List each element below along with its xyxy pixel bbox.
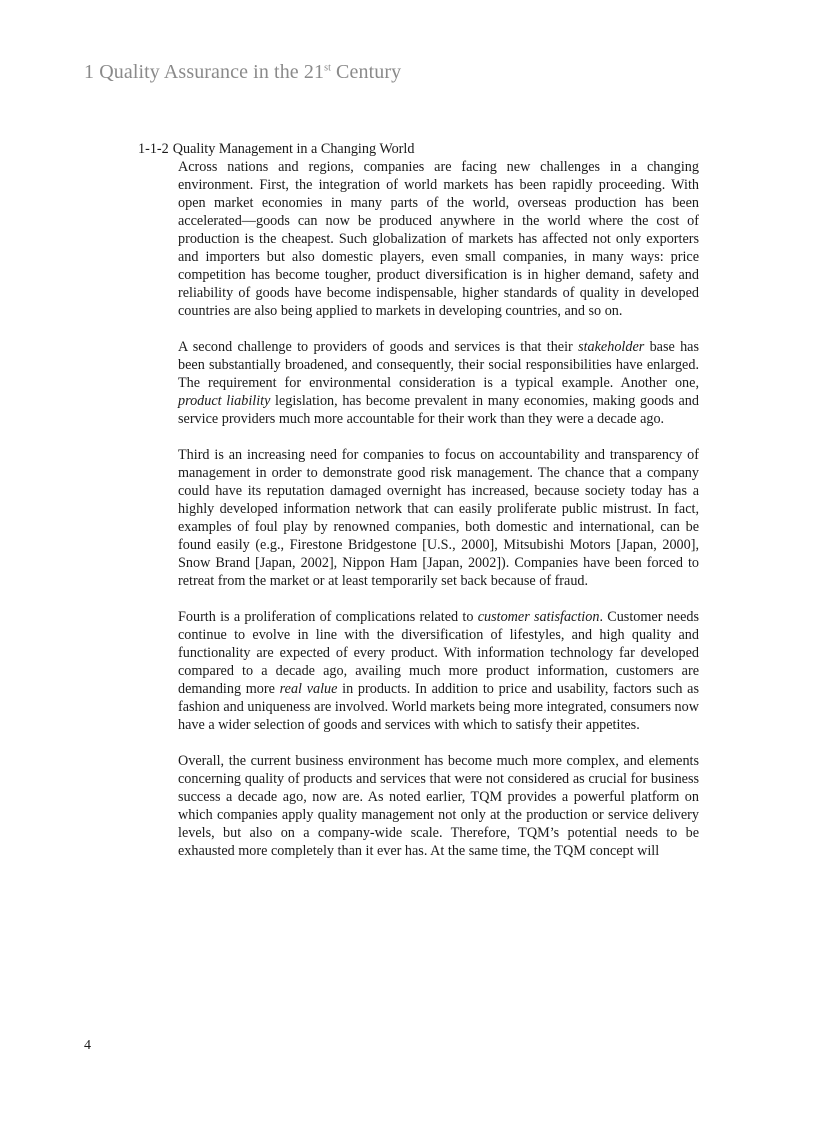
paragraph-text: . Customer needs continue to evolve in line with the diversification of lifestyles, and high quality and functionality are expected of every product. With information technology far developed compared to a decade ago, availing much more product information, customers are demanding more bbox=[178, 609, 700, 697]
paragraph-accountability: Third is an increasing need for companies to focus on accountability and transparency of management in order to demonstrate good risk management. The chance that a company could have its reputation damaged overnight has increased, because society today has a highly developed information network that can easily proliferate public mistrust. In fact, examples of foul play by renowned companies, both domestic and international, can be found easily (e.g., Firestone Bridgestone [U.S., 2000], Mitsubishi Motors [Japan, 2000], Snow Brand [Japan, 2002], Nippon Ham [Japan, 2002]). Companies have been forced to retreat from the market or at least temporarily set back because of fraud. bbox=[178, 447, 699, 589]
chapter-header-ordinal: st bbox=[324, 62, 331, 74]
emphasis-customer-satisfaction: customer satisfaction bbox=[477, 609, 600, 625]
paragraph-text: A second challenge to providers of goods and services is that their bbox=[178, 339, 579, 355]
paragraph-globalization: Across nations and regions, companies are facing new challenges in a changing environment. First, the integration of world markets has been rapidly proceeding. With open market economies in many parts of the world, overseas production has been accelerated—goods can now be produced anywhere in the world where the cost of production is the cheapest. Such globalization of markets has affected not only exporters and importers but also domestic players, even small companies, in many ways: price competition has become tougher, product diversification is in higher demand, safety and reliability of goods have become indispensable, higher standards of quality in developed countries are also being applied to markets in developing countries, and so on. bbox=[178, 159, 699, 319]
section-title: Quality Management in a Changing World bbox=[172, 141, 415, 157]
emphasis-product-liability: product liability bbox=[178, 393, 271, 409]
chapter-header bbox=[84, 61, 401, 84]
emphasis-real-value: real value bbox=[279, 681, 338, 697]
paragraph-text: base has been substantially broadened, and consequently, their social responsibilities have enlarged. The requirement for environmental consideration is a typical example. Another one, bbox=[178, 339, 700, 391]
emphasis-stakeholder: stakeholder bbox=[578, 339, 645, 355]
body-text bbox=[178, 158, 699, 860]
paragraph-overall: Overall, the current business environment has become much more complex, and elements concerning quality of products and services that were not considered as crucial for business success a decade ago, now are. As noted earlier, TQM provides a powerful platform on which companies apply quality management not only at the production or service delivery levels, but also on a company-wide scale. Therefore, TQM’s potential needs to be exhausted more completely than it ever has. At the same time, the TQM concept will bbox=[178, 753, 699, 859]
paragraph-text: legislation, has become prevalent in many economies, making goods and service providers much more accountable for their work than they were a decade ago. bbox=[178, 393, 699, 427]
paragraph-stakeholders bbox=[178, 338, 699, 428]
paragraph-text: in products. In addition to price and usability, factors such as fashion and uniqueness are involved. World markets being more integrated, consumers now have a wider selection of goods and services with which to satisfy their appetites. bbox=[178, 681, 699, 733]
section-heading bbox=[138, 140, 414, 158]
chapter-header-prefix: 1 Quality Assurance in the 21 bbox=[84, 61, 325, 83]
chapter-header-suffix: Century bbox=[330, 61, 402, 83]
paragraph-customer-satisfaction bbox=[178, 608, 699, 734]
paragraph-text: Fourth is a proliferation of complications related to bbox=[178, 609, 478, 625]
page-number: 4 bbox=[84, 1038, 91, 1053]
section-number: 1-1-2 bbox=[138, 141, 169, 157]
